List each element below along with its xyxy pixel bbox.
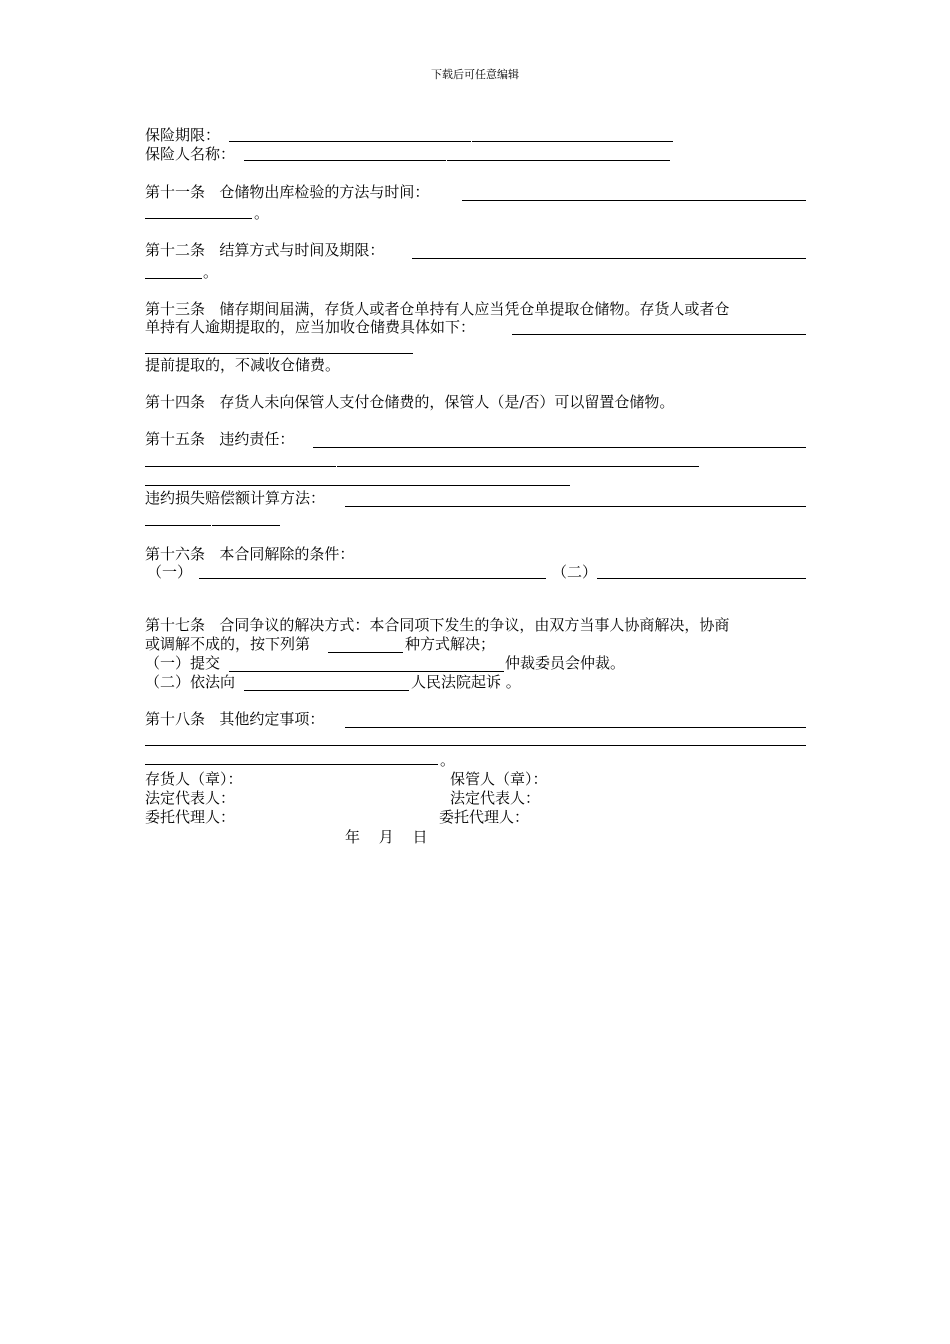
- blank-line: [345, 506, 806, 507]
- depositor-seal: 存货人（章）：: [145, 770, 243, 788]
- period-mark: 。: [440, 751, 456, 769]
- article-15-calc: 违约损失赔偿额计算方法：: [145, 489, 326, 507]
- legal-rep-right: 法定代表人：: [450, 789, 541, 807]
- article-17-opt1a: （一）提交: [145, 654, 221, 672]
- article-12: [145, 241, 384, 259]
- blank-line: [212, 525, 280, 526]
- article-17-opt1b: 仲裁委员会仲裁。: [505, 654, 626, 672]
- article-17-opt2b: 人民法院起诉 。: [411, 673, 521, 691]
- date-line: 年 月 日: [345, 828, 428, 846]
- article-text: 仓储物出库检验的方法与时间：: [219, 183, 430, 201]
- blank-line: [229, 671, 504, 672]
- article-label: 第十四条: [145, 393, 206, 411]
- article-17-opt2a: （二）依法向: [145, 673, 236, 691]
- article-11: [145, 183, 429, 201]
- blank-line: [447, 160, 670, 161]
- article-text: 结算方式与时间及期限：: [219, 241, 385, 259]
- article-16: [145, 545, 354, 563]
- blank-line: [244, 160, 446, 161]
- article-text: 违约责任：: [219, 430, 295, 448]
- article-label: 第十七条: [145, 616, 206, 634]
- article-label: 第十二条: [145, 241, 206, 259]
- blank-line: [145, 745, 806, 746]
- blank-line: [472, 141, 673, 142]
- article-14: [145, 393, 674, 411]
- article-label: 第十八条: [145, 710, 206, 728]
- article-13: [145, 300, 729, 318]
- article-text: 存货人未向保管人支付仓储费的，保管人（是/否）可以留置仓储物。: [219, 393, 675, 411]
- article-text: 储存期间届满，存货人或者仓单持有人应当凭仓单提取仓储物。存货人或者仓: [219, 300, 730, 318]
- insurance-period-label: 保险期限：: [145, 126, 221, 144]
- option-1-label: （一）: [147, 563, 193, 581]
- article-17: [145, 616, 729, 634]
- article-text: 本合同解除的条件：: [219, 545, 355, 563]
- blank-line: [313, 447, 806, 448]
- article-17-line2b: 种方式解决；: [405, 635, 496, 653]
- blank-line: [328, 652, 403, 653]
- blank-line: [244, 690, 409, 691]
- period-mark: 。: [254, 204, 270, 222]
- blank-line: [145, 218, 252, 219]
- article-18: [145, 710, 324, 728]
- blank-line: [145, 485, 570, 486]
- legal-rep-left: 法定代表人：: [145, 789, 236, 807]
- article-label: 第十五条: [145, 430, 206, 448]
- agent-left: 委托代理人：: [145, 808, 236, 826]
- article-15: [145, 430, 294, 448]
- custodian-seal: 保管人（章）：: [450, 770, 548, 788]
- blank-line: [145, 525, 211, 526]
- page-header: 下载后可任意编辑: [431, 68, 519, 81]
- blank-line: [145, 764, 438, 765]
- blank-line: [462, 200, 806, 201]
- blank-line: [512, 334, 806, 335]
- blank-line: [199, 578, 546, 579]
- blank-line: [345, 727, 806, 728]
- period-mark: 。: [203, 263, 219, 281]
- option-2-label: （二）: [552, 563, 598, 581]
- blank-line: [337, 466, 699, 467]
- blank-line: [145, 278, 202, 279]
- blank-line: [412, 258, 806, 259]
- blank-line: [270, 353, 413, 354]
- article-13-line3: 提前提取的，不减收仓储费。: [145, 356, 341, 374]
- article-17-line2a: 或调解不成的，按下列第: [145, 635, 311, 653]
- blank-line: [229, 141, 471, 142]
- blank-line: [145, 353, 269, 354]
- article-label: 第十六条: [145, 545, 206, 563]
- agent-right: 委托代理人：: [439, 808, 530, 826]
- article-label: 第十三条: [145, 300, 206, 318]
- insurer-name-label: 保险人名称：: [145, 145, 236, 163]
- blank-line: [145, 466, 336, 467]
- article-label: 第十一条: [145, 183, 206, 201]
- article-text: 合同争议的解决方式：本合同项下发生的争议，由双方当事人协商解决，协商: [219, 616, 730, 634]
- article-13-line2: 单持有人逾期提取的，应当加收仓储费具体如下：: [145, 318, 476, 336]
- blank-line: [597, 578, 806, 579]
- article-text: 其他约定事项：: [219, 710, 325, 728]
